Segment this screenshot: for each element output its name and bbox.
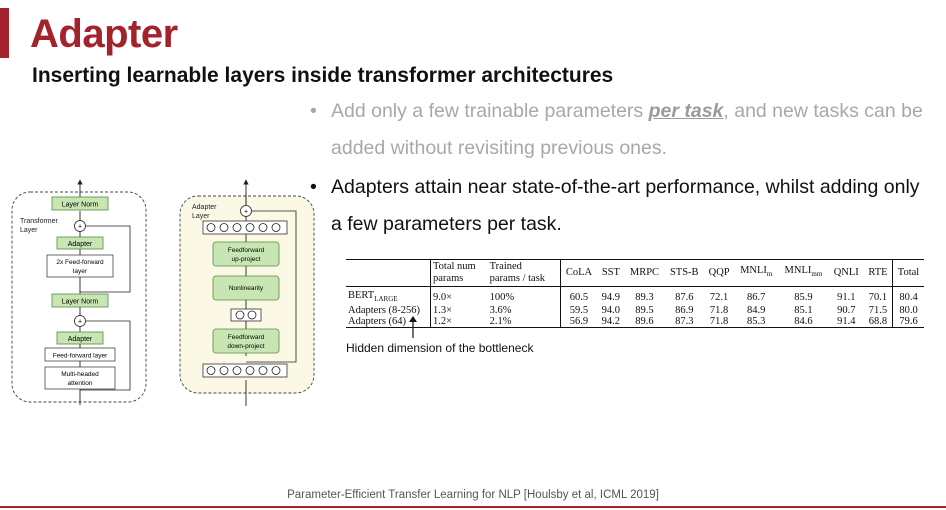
cell-score: 89.6 (635, 316, 654, 328)
ff-up-label-2: up-project (231, 256, 261, 263)
bullet-1-emphasis: per task (648, 100, 724, 122)
cell-score: 60.5 (569, 292, 589, 304)
bullet-dot-icon: • (310, 176, 317, 198)
ff-up-label-1: Feedforward (227, 247, 265, 254)
row-name: Adapters (64) (346, 316, 431, 328)
cell-score: 80.4 (899, 292, 918, 304)
mha-label-2: attention (67, 380, 93, 387)
caption-arrow-icon (408, 316, 418, 338)
adapter-mid-label: Adapter (67, 336, 93, 343)
cell-score: 87.6 (675, 292, 694, 304)
col-sst: SST (601, 267, 620, 278)
cell-score: 84.6 (794, 316, 813, 328)
slide-title: Adapter (30, 12, 178, 56)
cell-score: 91.4 (837, 316, 856, 328)
adapter-plus-label: + (243, 208, 249, 216)
footer-divider (0, 506, 946, 508)
nonlinearity-label: Nonlinearity (228, 285, 264, 292)
cell-score: 84.9 (747, 305, 766, 317)
slide-subtitle: Inserting learnable layers inside transformer architectures (32, 64, 614, 87)
cell-trained-params: 100% (488, 287, 560, 306)
row-name: Adapters (8-256) (346, 305, 431, 316)
bullet-2-text: Adapters attain near state-of-the-art performance, whilst adding only a few parameters per task. (331, 176, 920, 235)
adapter-layer-label-1: Adapter (192, 204, 217, 211)
transformer-layer-diagram (12, 182, 146, 405)
cell-total-params: 1.2× (433, 316, 453, 328)
col-cola: CoLA (565, 267, 593, 278)
cell-score: 85.1 (794, 305, 813, 317)
transformer-layer-label-1: Transformer (20, 218, 58, 225)
cell-score: 59.5 (569, 305, 589, 317)
table-row (346, 305, 924, 316)
cell-score: 56.9 (569, 316, 589, 328)
ff2x-label-1: 2x Feed-forward (56, 259, 104, 266)
cell-total-params: 9.0× (433, 292, 453, 304)
ff-layer-label: Feed-forward layer (52, 352, 108, 360)
adapter-layer-label-2: Layer (192, 213, 210, 220)
col-rte: RTE (864, 260, 893, 287)
bullet-item-2 (312, 169, 927, 243)
row-name: $BERT_{LARGE}$ (346, 287, 431, 306)
bullet-1-pre: Add only a few trainable parameters (331, 100, 649, 122)
cell-score: 71.8 (709, 316, 729, 328)
cell-score: 87.3 (675, 316, 694, 328)
cell-score: 89.5 (635, 305, 654, 317)
cell-score: 86.7 (747, 292, 766, 304)
cell-trained-params: 2.1% (488, 316, 560, 328)
col-trained-params: Trained params / task (488, 260, 560, 287)
ff-down-label-1: Feedforward (227, 334, 265, 341)
col-qnli: QNLI (833, 267, 859, 278)
table-row (346, 287, 924, 306)
results-table (346, 259, 924, 328)
bullet-1-post: , and new tasks can be added without revisiting previous ones. (331, 100, 923, 159)
cell-score: 71.8 (709, 305, 729, 317)
cell-score: 85.3 (747, 316, 766, 328)
col-mnli-mm: $MNLI_{mm}$ (784, 265, 823, 279)
cell-trained-params: 3.6% (488, 305, 560, 316)
layer-norm-top-label: Layer Norm (61, 201, 99, 209)
cell-score: 94.0 (601, 305, 621, 317)
plus-top-label: + (77, 223, 83, 231)
cell-score: 94.2 (601, 316, 621, 328)
transformer-layer-label-2: Layer (20, 227, 38, 234)
cell-score: 70.1 (864, 287, 893, 306)
cell-score: 71.5 (864, 305, 893, 316)
ff2x-label-2: layer (72, 268, 88, 275)
adapter-top-label: Adapter (67, 241, 93, 248)
layer-norm-mid-label: Layer Norm (61, 298, 99, 306)
cell-score: 91.1 (837, 292, 856, 304)
col-total-params: Total num params (433, 261, 476, 284)
bullet-item-1 (312, 93, 927, 167)
cell-score: 94.9 (601, 292, 621, 304)
mha-label-1: Multi-headed (61, 371, 99, 378)
cell-score: 86.9 (675, 305, 694, 317)
cell-score: 68.8 (864, 316, 893, 328)
adapter-layer-diagram (180, 182, 314, 406)
table-row (346, 316, 924, 328)
adapter-architecture-diagram (0, 178, 320, 408)
cell-score: 72.1 (709, 292, 729, 304)
cell-score: 90.7 (837, 305, 856, 317)
col-total: Total (897, 267, 920, 278)
cell-score: 85.9 (794, 292, 813, 304)
citation-footer: Parameter-Efficient Transfer Learning for NLP [Houlsby et al, ICML 2019] (287, 489, 659, 501)
ff-down-label-2: down-project (227, 343, 265, 350)
title-accent-bar (0, 8, 9, 58)
bullet-dot-icon: • (310, 100, 317, 122)
cell-score: 80.0 (899, 305, 918, 317)
col-qqp: QQP (708, 267, 730, 278)
cell-score: 89.3 (635, 292, 654, 304)
bottleneck-caption: Hidden dimension of the bottleneck (346, 341, 534, 355)
cell-score: 79.6 (899, 316, 918, 328)
plus-mid-label: + (77, 318, 83, 326)
col-mrpc: MRPC (629, 267, 660, 278)
col-mnli-m: $MNLI_m$ (740, 265, 773, 279)
col-stsb: STS-B (669, 267, 699, 278)
table-header-row (346, 260, 924, 287)
cell-total-params: 1.3× (433, 305, 453, 317)
bottleneck-neuron-row (231, 309, 261, 321)
